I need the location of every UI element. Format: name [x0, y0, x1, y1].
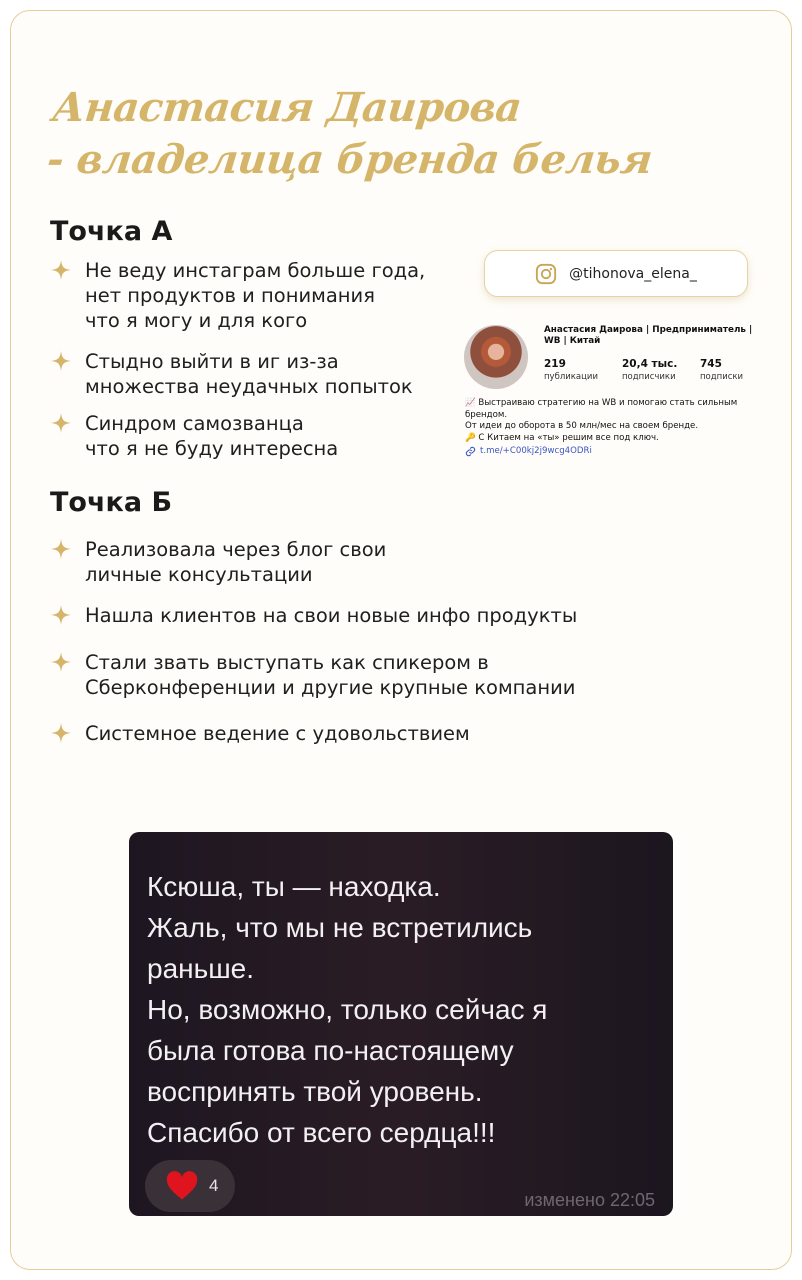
point-a-item-text: Синдром самозванца что я не буду интересна: [85, 412, 339, 460]
stat-label: подписки: [700, 372, 744, 382]
avatar: [464, 325, 528, 389]
point-b-item: [50, 721, 470, 746]
point-a-item-text: Не веду инстаграм больше года, нет продуктов и понимания что я могу и для кого: [85, 259, 426, 332]
point-b-item-text: Реализовала через блог свои личные консультации: [85, 538, 387, 586]
bio-line: 🔑 С Китаем на «ты» решим все под ключ.: [465, 432, 659, 443]
edited-timestamp: изменено 22:05: [524, 1190, 655, 1210]
stat-number: 20,4 тыс.: [622, 358, 678, 370]
point-b-heading: Точка Б: [50, 487, 173, 518]
title-line-1: Анастасия Даирова: [50, 84, 524, 131]
stat-label: публикации: [544, 372, 598, 382]
point-b-item-text: Системное ведение с удовольствием: [85, 722, 470, 745]
point-b-item-text: Нашла клиентов на свои новые инфо продукты: [85, 604, 578, 627]
sparkle-icon: [50, 722, 72, 744]
sparkle-icon: [50, 350, 72, 372]
point-b-item: [50, 537, 386, 587]
sparkle-icon: [50, 651, 72, 673]
profile-link[interactable]: [465, 446, 755, 458]
sparkle-icon: [50, 538, 72, 560]
bio-line: 📈 Выстраиваю стратегию на WB и помогаю стать сильным брендом.: [465, 398, 738, 420]
instagram-handle-pill[interactable]: [484, 250, 748, 297]
point-a-item-text: Стыдно выйти в иг из-за множества неудачных попыток: [85, 350, 413, 398]
profile-link-text: t.me/+C00kj2j9wcg4ODRi: [480, 446, 592, 456]
stat-followers[interactable]: [622, 358, 677, 382]
bio-line: От идеи до оборота в 50 млн/мес на своем бренде.: [465, 421, 699, 431]
reaction-count: 4: [209, 1176, 219, 1195]
point-b-item-text: Стали звать выступать как спикером в Сберконференции и другие крупные компании: [85, 651, 576, 699]
profile-name: Анастасия Даирова | Предприниматель | WB | Китай: [544, 325, 753, 346]
instagram-icon: [535, 263, 557, 285]
sparkle-icon: [50, 412, 72, 434]
instagram-handle: @tihonova_elena_: [569, 265, 697, 282]
point-a-heading: Точка А: [50, 216, 173, 247]
point-b-item: [50, 603, 577, 628]
point-a-item: [50, 258, 425, 333]
testimonial-message: [129, 832, 673, 1216]
stat-posts: [544, 358, 598, 382]
stat-number: 219: [544, 358, 566, 370]
sparkle-icon: [50, 604, 72, 626]
point-a-item: [50, 349, 413, 399]
reaction-badge[interactable]: [145, 1160, 235, 1212]
profile-bio: [465, 398, 755, 458]
stat-following[interactable]: [700, 358, 743, 382]
point-b-item: [50, 650, 575, 700]
heart-icon: [165, 1171, 199, 1201]
sparkle-icon: [50, 259, 72, 281]
message-text: Ксюша, ты — находка. Жаль, что мы не встретились раньше. Но, возможно, только сейчас я была готова по-настоящему воспринять твой уровень. Спасибо от всего сердца!!!: [147, 871, 548, 1148]
point-a-item: [50, 411, 338, 461]
link-icon: [465, 446, 476, 457]
stat-label: подписчики: [622, 372, 676, 382]
stat-number: 745: [700, 358, 722, 370]
page-title: [44, 82, 655, 186]
title-line-2: - владелица бренда белья: [44, 136, 655, 183]
